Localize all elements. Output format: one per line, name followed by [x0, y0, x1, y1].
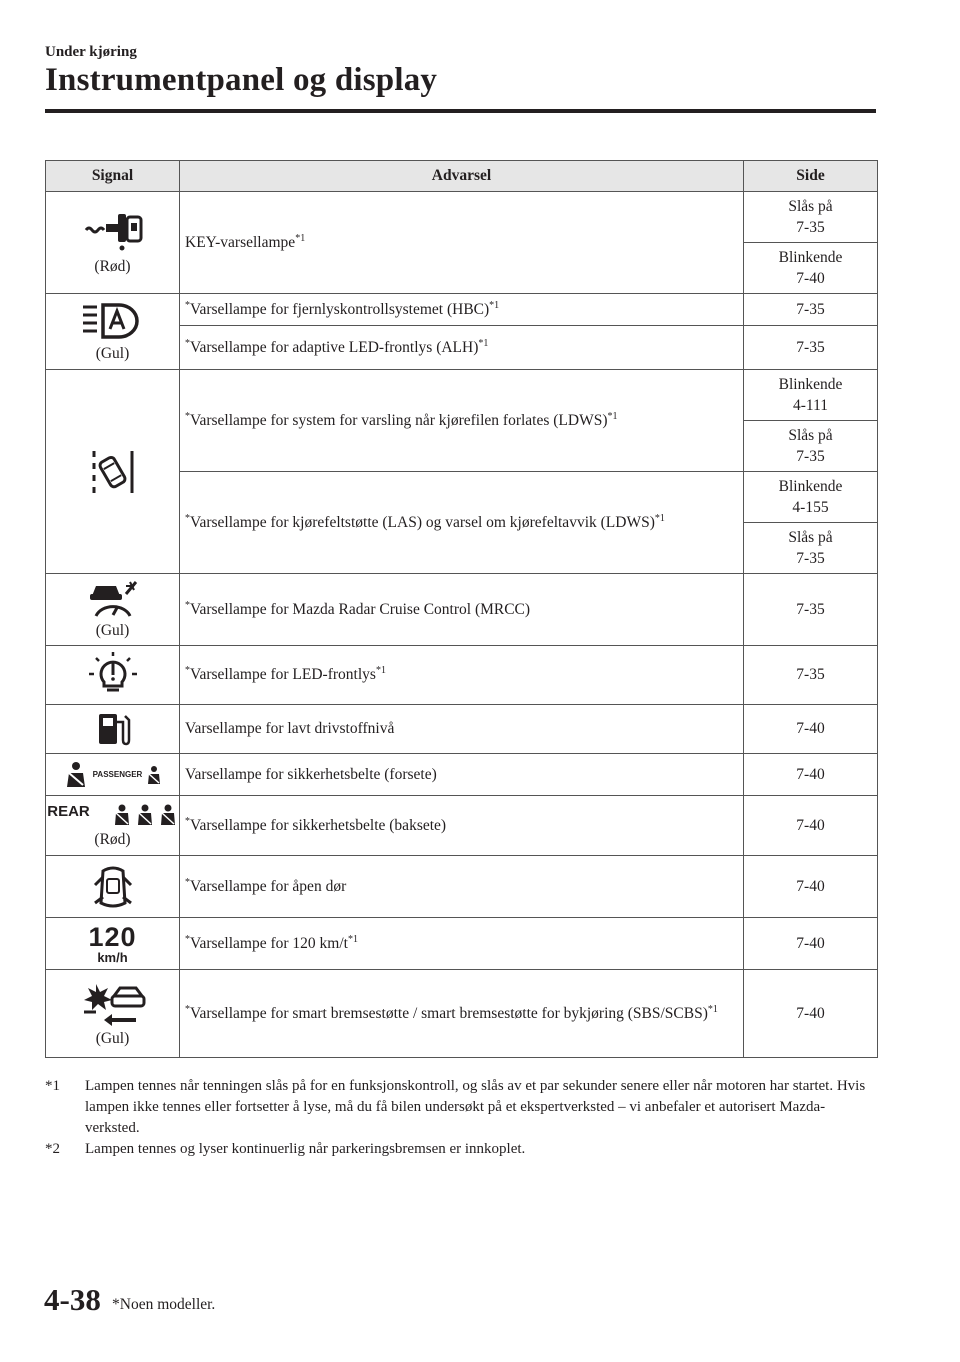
page-ref: Slås på 7-35 — [788, 427, 833, 465]
signal-cell — [46, 192, 180, 294]
page-ref: 7-35 — [796, 300, 825, 318]
footnote-ref: *1 — [489, 299, 500, 311]
signal-cell — [46, 646, 180, 705]
footnotes — [45, 1076, 875, 1160]
warning-text: Varsellampe for 120 km/t — [190, 934, 348, 952]
warning-cell — [180, 970, 744, 1058]
page-ref: 7-40 — [796, 765, 825, 783]
warning-text: Varsellampe for system for varsling når kjørefilen forlates (LDWS) — [190, 411, 608, 429]
signal-cell — [46, 370, 180, 574]
speed-120-value: 120 — [88, 921, 137, 952]
signal-cell — [46, 294, 180, 370]
key-warning-icon — [82, 210, 144, 254]
table-header-row — [46, 161, 878, 192]
warning-lamp-table — [45, 160, 878, 1058]
footnote-ref: *1 — [295, 232, 306, 244]
page-ref: Blinkende 4-111 — [778, 376, 843, 414]
color-label: (Rød) — [94, 257, 131, 275]
warning-text: Varsellampe for smart bremsestøtte / smart bremsestøtte for bykjøring (SBS/SCBS) — [190, 1004, 708, 1022]
speed-120-icon — [46, 921, 179, 965]
page-ref: 7-40 — [796, 1004, 825, 1022]
header-warning: Advarsel — [180, 161, 744, 192]
page-ref: 7-35 — [796, 338, 825, 356]
speed-120-unit: km/h — [97, 949, 128, 965]
page-cell — [744, 326, 878, 370]
signal-cell — [46, 970, 180, 1058]
warning-cell — [180, 754, 744, 796]
warning-text: Varsellampe for lavt drivstoffnivå — [185, 720, 395, 737]
footnote — [45, 1076, 875, 1139]
page-cell — [744, 294, 878, 326]
warning-cell — [180, 856, 744, 918]
footnote-ref: *1 — [347, 933, 358, 945]
lane-departure-icon — [88, 447, 138, 497]
page-cell — [744, 754, 878, 796]
rear-label: REAR — [47, 802, 90, 820]
star-mark: * — [185, 337, 190, 349]
seatbelt-rear-icon — [112, 803, 178, 827]
page-cell — [744, 970, 878, 1058]
star-mark: * — [185, 815, 190, 827]
warning-cell — [180, 646, 744, 705]
star-mark: * — [185, 876, 190, 888]
mrcc-icon — [86, 580, 140, 618]
star-mark: * — [185, 299, 190, 311]
warning-text: Varsellampe for kjørefeltstøtte (LAS) og varsel om kjørefeltavvik (LDWS) — [190, 513, 655, 531]
page-cell — [744, 523, 878, 574]
table-row — [46, 796, 878, 856]
signal-cell — [46, 918, 180, 970]
signal-cell — [46, 574, 180, 646]
color-label: (Gul) — [95, 344, 130, 362]
warning-text: KEY-varsellampe — [185, 233, 296, 251]
warning-text: Varsellampe for åpen dør — [190, 877, 347, 895]
footnote-label: *2 — [45, 1141, 60, 1157]
table-row — [46, 370, 878, 421]
page-cell — [744, 856, 878, 918]
page-ref: Blinkende 4-155 — [778, 478, 843, 516]
warning-cell — [180, 326, 744, 370]
table-row — [46, 918, 878, 970]
passenger-label: PASSENGER — [92, 770, 143, 779]
star-mark: * — [185, 512, 190, 524]
footer-note: *Noen modeller. — [112, 1296, 216, 1313]
page-number: 4-38 — [44, 1282, 101, 1317]
warning-cell — [180, 294, 744, 326]
led-headlight-icon — [88, 652, 138, 698]
warning-cell — [180, 918, 744, 970]
page-cell — [744, 574, 878, 646]
footnote-ref: *1 — [654, 512, 665, 524]
star-mark: * — [185, 599, 190, 611]
table-row — [46, 574, 878, 646]
page-cell — [744, 705, 878, 754]
section-label: Under kjøring — [45, 44, 137, 60]
page-cell — [744, 646, 878, 705]
page-ref: 7-40 — [796, 720, 825, 737]
footnote-ref: *1 — [375, 664, 386, 676]
color-label: (Gul) — [95, 621, 130, 639]
table-row — [46, 856, 878, 918]
warning-cell — [180, 574, 744, 646]
table-row — [46, 754, 878, 796]
signal-cell — [46, 705, 180, 754]
signal-cell — [46, 856, 180, 918]
star-mark: * — [185, 410, 190, 422]
table-row — [46, 646, 878, 705]
warning-cell — [180, 705, 744, 754]
page-cell — [744, 192, 878, 243]
page-cell — [744, 918, 878, 970]
page-cell — [744, 370, 878, 421]
page-ref: 7-40 — [796, 816, 825, 834]
footnote-text: Lampen tennes når tenningen slås på for en funksjonskontroll, og slås av et par sekunder senere eller når motoren har startet. Hvis lampen ikke tennes eller fortsetter å lyse, må du få bilen undersøkt på et ekspertverksted – vi anbefaler et autorisert Mazda-verksted. — [85, 1078, 866, 1136]
footnote — [45, 1139, 875, 1160]
signal-cell — [46, 754, 180, 796]
page-cell — [744, 421, 878, 472]
page-ref: 7-35 — [796, 666, 825, 683]
color-label: (Rød) — [94, 830, 131, 848]
warning-cell — [180, 472, 744, 574]
signal-cell — [46, 796, 180, 856]
page-ref: 7-35 — [796, 600, 825, 618]
warning-text: Varsellampe for adaptive LED-frontlys (ALH) — [190, 338, 479, 356]
sbs-icon — [80, 980, 146, 1026]
page-cell — [744, 472, 878, 523]
page-cell — [744, 243, 878, 294]
page-cell — [744, 796, 878, 856]
table-row — [46, 705, 878, 754]
star-mark: * — [185, 1003, 190, 1015]
footnote-ref: *1 — [478, 337, 489, 349]
table-row — [46, 294, 878, 326]
warning-text: Varsellampe for LED-frontlys — [190, 666, 376, 683]
warning-cell — [180, 370, 744, 472]
page-ref: 7-40 — [796, 877, 825, 895]
table-row — [46, 970, 878, 1058]
page-ref: Slås på 7-35 — [788, 529, 833, 567]
footnote-ref: *1 — [707, 1003, 718, 1015]
page-ref: Blinkende 7-40 — [778, 249, 843, 287]
hbc-icon — [81, 301, 145, 341]
header-page: Side — [744, 161, 878, 192]
fuel-icon — [95, 710, 131, 748]
page-ref: Slås på 7-35 — [788, 198, 833, 236]
footnote-ref: *1 — [607, 410, 618, 422]
page-title: Instrumentpanel og display — [45, 62, 438, 98]
seatbelt-passenger-icon — [146, 765, 162, 785]
warning-cell — [180, 796, 744, 856]
footnote-text: Lampen tennes og lyser kontinuerlig når parkeringsbremsen er innkoplet. — [85, 1141, 526, 1157]
title-rule — [45, 109, 876, 113]
warning-cell — [180, 192, 744, 294]
star-mark: * — [185, 933, 190, 945]
header-signal: Signal — [46, 161, 180, 192]
seatbelt-driver-icon — [63, 761, 89, 789]
footnote-label: *1 — [45, 1078, 60, 1094]
color-label: (Gul) — [95, 1029, 130, 1047]
warning-text: Varsellampe for sikkerhetsbelte (forsete) — [185, 765, 437, 783]
door-open-icon — [91, 863, 135, 911]
star-mark: * — [185, 664, 190, 676]
warning-text: Varsellampe for fjernlyskontrollsystemet (HBC) — [190, 300, 490, 318]
table-row — [46, 192, 878, 243]
warning-text: Varsellampe for Mazda Radar Cruise Control (MRCC) — [190, 600, 531, 618]
page-ref: 7-40 — [796, 934, 825, 952]
warning-text: Varsellampe for sikkerhetsbelte (baksete) — [190, 816, 447, 834]
